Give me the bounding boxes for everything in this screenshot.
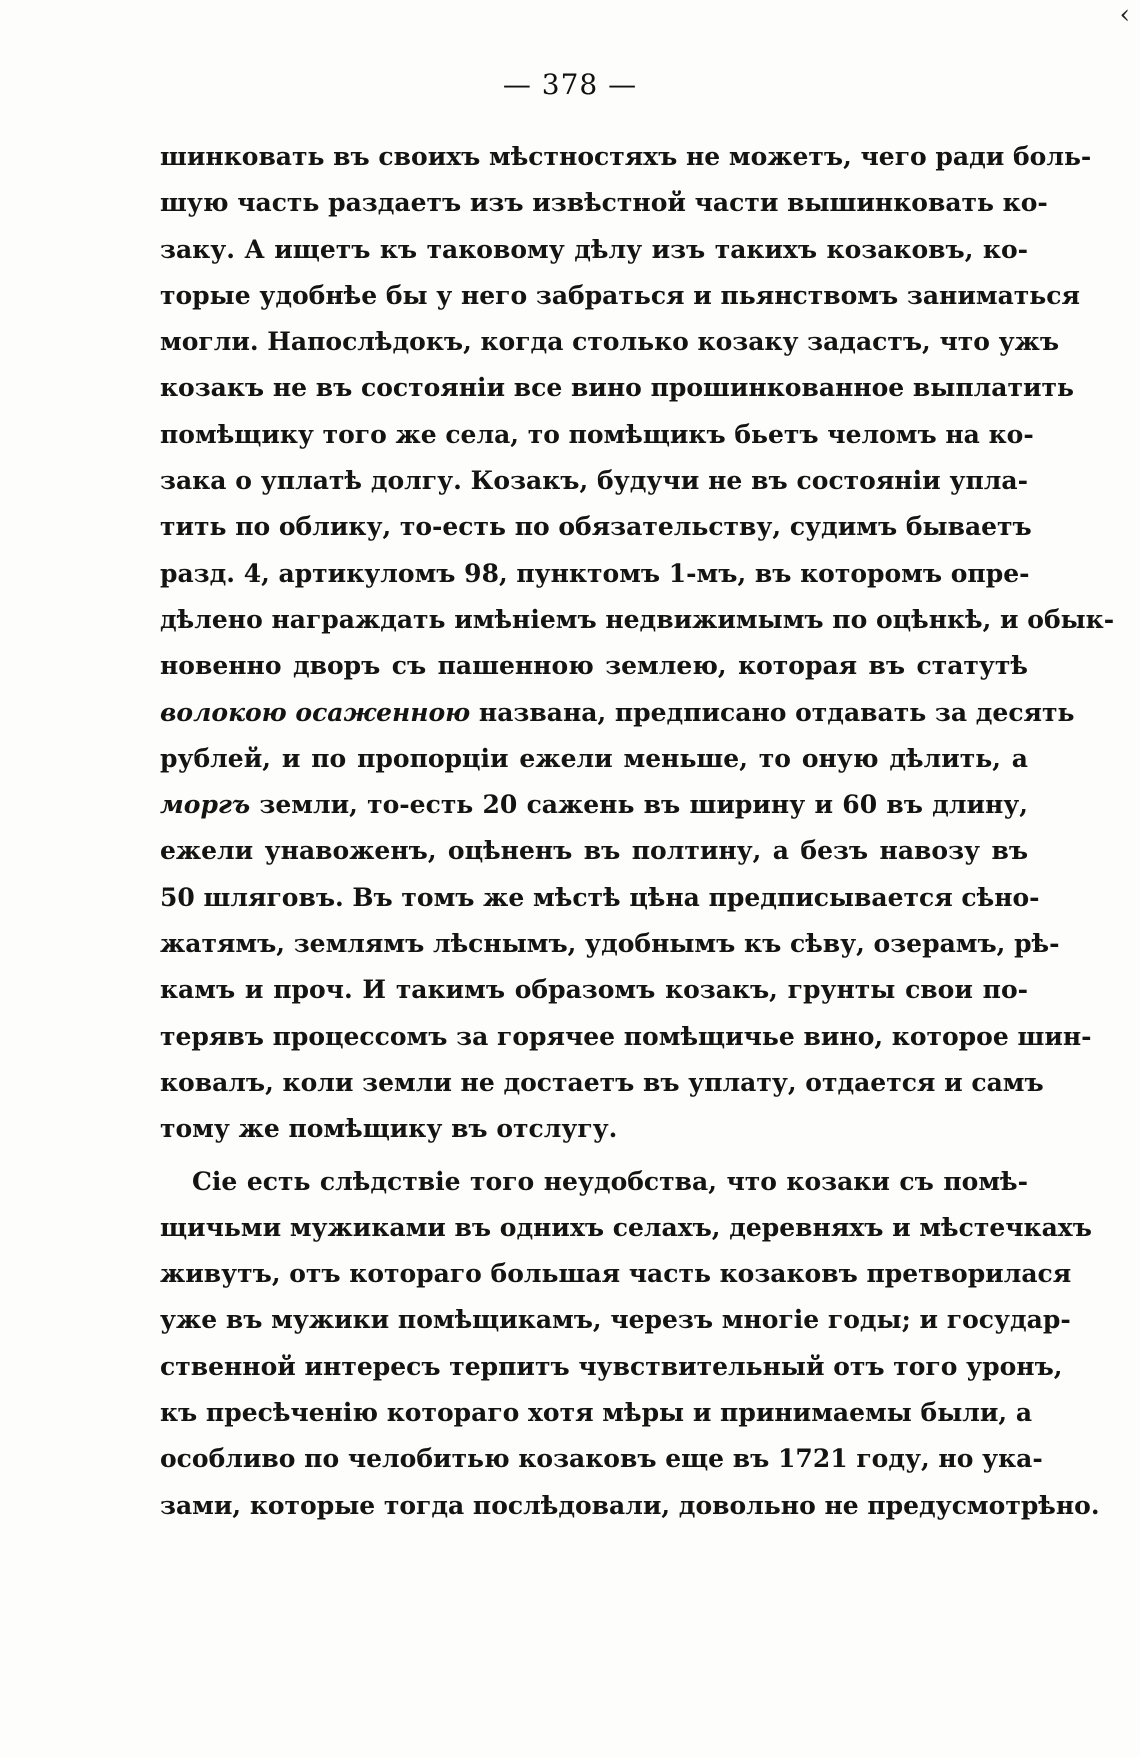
paragraph-2 bbox=[160, 1159, 1100, 1529]
text-line: зака о уплатѣ долгу. Козакъ, будучи не въ состояніи упла- bbox=[160, 466, 1028, 496]
text-line: шую часть раздаетъ изъ извѣстной части вышинковать ко- bbox=[160, 188, 1048, 218]
text-line: камъ и проч. И такимъ образомъ козакъ, грунты свои по- bbox=[160, 975, 1028, 1005]
text-line: шинковать въ своихъ мѣстностяхъ не можетъ, чего ради боль- bbox=[160, 142, 1092, 171]
text-line: моргъ земли, то-есть 20 сажень въ ширину и 60 въ длину, bbox=[160, 790, 1028, 820]
text-line: торые удобнѣе бы у него забраться и пьянствомъ заниматься bbox=[160, 280, 1080, 310]
text-line: зами, которые тогда послѣдовали, довольно не предусмотрѣно. bbox=[160, 1490, 1100, 1520]
text-line: Сіе есть слѣдствіе того неудобства, что козаки съ помѣ- bbox=[192, 1166, 1028, 1196]
text-line: новенно дворъ съ пашенною землею, которая въ статутѣ bbox=[160, 651, 1028, 681]
text-line: могли. Напослѣдокъ, когда столько козаку задастъ, что ужъ bbox=[160, 327, 1060, 357]
text-line: заку. А ищетъ къ таковому дѣлу изъ такихъ козаковъ, ко- bbox=[160, 234, 1028, 264]
text-line: терявъ процессомъ за горячее помѣщичье вино, которое шин- bbox=[160, 1021, 1092, 1051]
paragraph-1 bbox=[160, 134, 1115, 1153]
text-line: козакъ не въ состояніи все вино прошинкованное выплатить bbox=[160, 373, 1074, 403]
page-number: — 378 — bbox=[502, 68, 638, 101]
body-text bbox=[160, 134, 1115, 1529]
text-line: ственной интересъ терпитъ чувствительный отъ того уронъ, bbox=[160, 1351, 1063, 1381]
text-line: 50 шляговъ. Въ томъ же мѣстѣ цѣна предписывается сѣно- bbox=[160, 882, 1040, 912]
text-line: помѣщику того же села, то помѣщикъ бьетъ челомъ на ко- bbox=[160, 419, 1034, 449]
page-edge-mark: ‹ bbox=[1119, 0, 1130, 30]
text-line: къ пресѣченію котораго хотя мѣры и принимаемы были, а bbox=[160, 1398, 1033, 1428]
text-line: уже въ мужики помѣщикамъ, черезъ многіе годы; и государ- bbox=[160, 1305, 1071, 1335]
italic-term: волокою осаженною bbox=[160, 697, 471, 727]
text-line: ковалъ, коли земли не достаетъ въ уплату, отдается и самъ bbox=[160, 1067, 1044, 1097]
text-line: разд. 4, артикуломъ 98, пунктомъ 1-мъ, въ которомъ опре- bbox=[160, 558, 1030, 588]
text-line: жатямъ, землямъ лѣснымъ, удобнымъ къ сѣву, озерамъ, рѣ- bbox=[160, 929, 1060, 959]
text-line: тому же помѣщику въ отслугу. bbox=[160, 1114, 618, 1144]
text-line: дѣлено награждать имѣніемъ недвижимымъ по оцѣнкѣ, и обык- bbox=[160, 604, 1115, 634]
text-line: тить по облику, то-есть по обязательству, судимъ бываетъ bbox=[160, 512, 1032, 542]
text-line: живутъ, отъ котораго большая часть козаковъ претворилася bbox=[160, 1259, 1072, 1289]
italic-term: моргъ bbox=[160, 790, 251, 820]
text-line: волокою осаженною названа, предписано отдавать за десять bbox=[160, 697, 1075, 727]
text-line: щичьми мужиками въ однихъ селахъ, деревняхъ и мѣстечкахъ bbox=[160, 1212, 1092, 1242]
text-line: ежели унавоженъ, оцѣненъ въ полтину, а безъ навозу въ bbox=[160, 836, 1028, 866]
text-line: рублей, и по пропорціи ежели меньше, то оную дѣлить, а bbox=[160, 743, 1028, 773]
text-line: особливо по челобитью козаковъ еще въ 1721 году, но ука- bbox=[160, 1444, 1043, 1474]
